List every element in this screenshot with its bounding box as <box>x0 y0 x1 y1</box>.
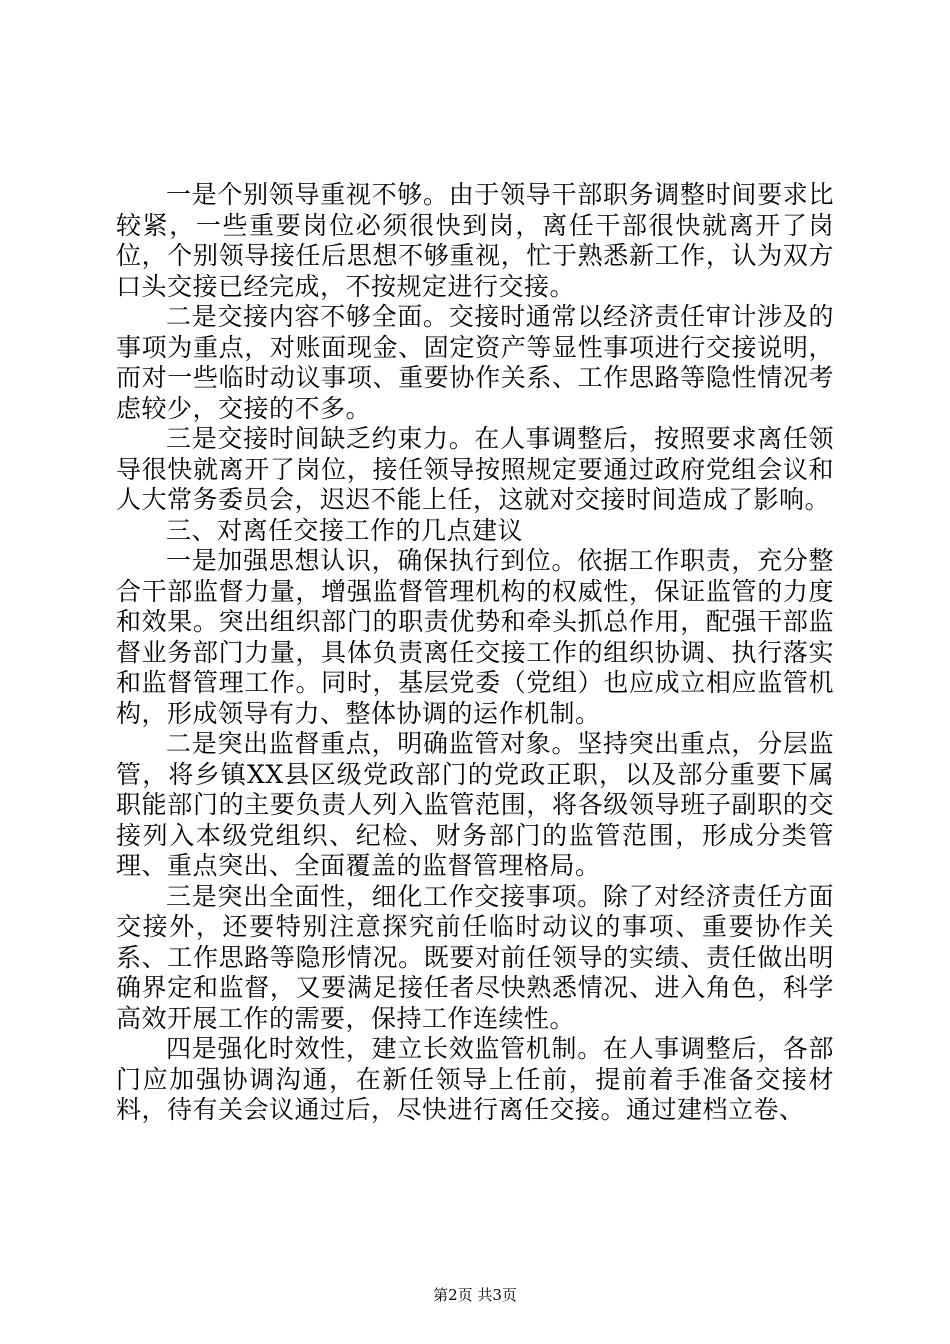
page-number-footer: 第2页 共3页 <box>433 1286 517 1304</box>
paragraph-suggestion-3: 三是突出全面性，细化工作交接事项。除了对经济责任方面交接外，还要特别注意探究前任临时动议的事项、重要协作关系、工作思路等隐形情况。既要对前任领导的实绩、责任做出明确界定和监督，又要满足接任者尽快熟悉情况、进入角色，科学高效开展工作的需要，保持工作连续性。 <box>116 881 834 1033</box>
paragraph-problem-1: 一是个别领导重视不够。由于领导干部职务调整时间要求比较紧，一些重要岗位必须很快到岗，离任干部很快就离开了岗位，个别领导接任后思想不够重视，忙于熟悉新工作，认为双方口头交接已经完成，不按规定进行交接。 <box>116 180 834 301</box>
paragraph-suggestion-2: 二是突出监督重点，明确监管对象。坚持突出重点，分层监管，将乡镇XX县区级党政部门的党政正职，以及部分重要下属职能部门的主要负责人列入监管范围，将各级领导班子副职的交接列入本级党组织、纪检、财务部门的监管范围，形成分类管理、重点突出、全面覆盖的监督管理格局。 <box>116 729 834 880</box>
paragraph-suggestion-4: 四是强化时效性，建立长效监管机制。在人事调整后，各部门应加强协调沟通，在新任领导上任前，提前着手准备交接材料，待有关会议通过后，尽快进行离任交接。通过建档立卷、 <box>116 1034 834 1124</box>
paragraph-problem-3: 三是交接时间缺乏约束力。在人事调整后，按照要求离任领导很快就离开了岗位，接任领导按照规定要通过政府党组会议和人大常务委员会，迟迟不能上任，这就对交接时间造成了影响。 <box>116 424 834 514</box>
paragraph-problem-2: 二是交接内容不够全面。交接时通常以经济责任审计涉及的事项为重点，对账面现金、固定资产等显性事项进行交接说明，而对一些临时动议事项、重要协作关系、工作思路等隐性情况考虑较少，交接的不多。 <box>116 302 834 423</box>
document-body <box>116 180 834 1126</box>
paragraph-suggestion-1: 一是加强思想认识，确保执行到位。依据工作职责，充分整合干部监督力量，增强监督管理机构的权威性，保证监管的力度和效果。突出组织部门的职责优势和牵头抓总作用，配强干部监督业务部门力量，具体负责离任交接工作的组织协调、执行落实和监督管理工作。同时，基层党委（党组）也应成立相应监管机构，形成领导有力、整体协调的运作机制。 <box>116 546 834 728</box>
section-heading-suggestions: 三、对离任交接工作的几点建议 <box>166 515 524 545</box>
